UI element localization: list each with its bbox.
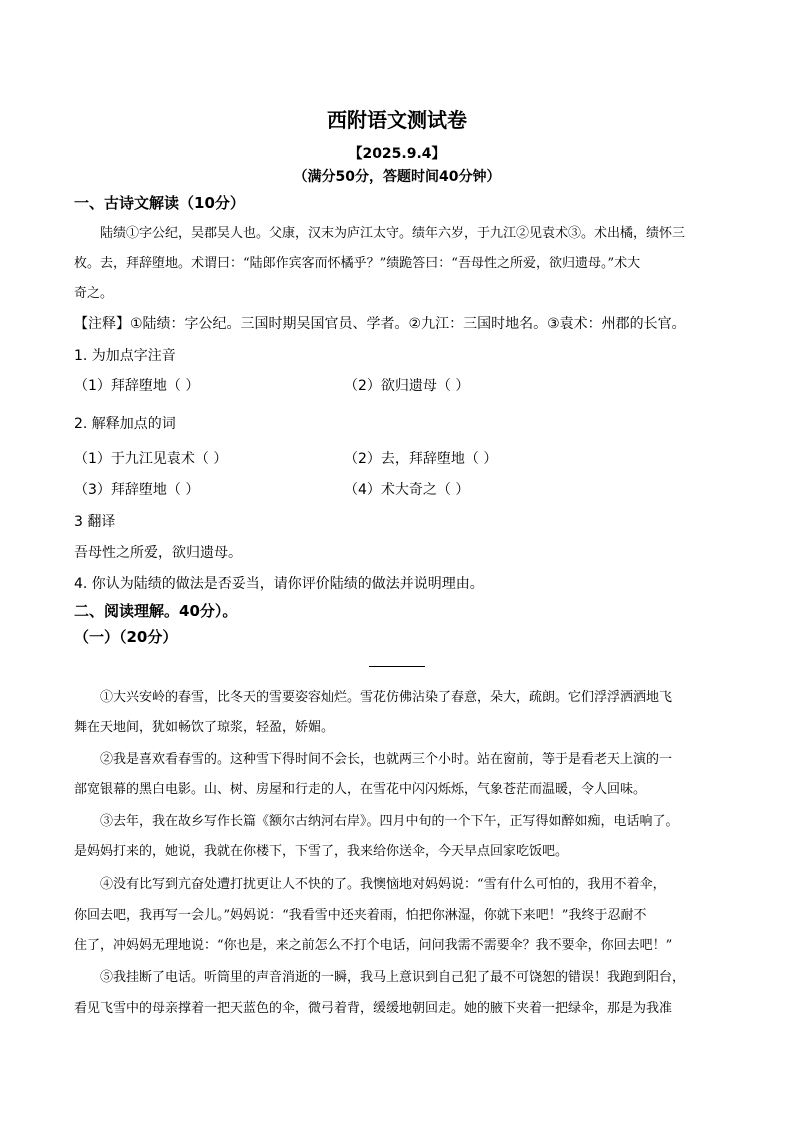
section2-subheading: （一）（20分） (74, 628, 178, 646)
reading-paragraph-line: 看见飞雪中的母亲撑着一把天蓝色的伞，微弓着背，缓缓地朝回走。她的腋下夹着一把绿伞，那是为我准 (74, 1001, 673, 1016)
question-1-stem: 1. 为加点字注音 (74, 348, 176, 364)
page-title: 西附语文测试卷 (327, 108, 467, 132)
reading-paragraph-line: ①大兴安岭的春雪，比冬天的雪要姿容灿烂。雪花仿佛沾染了春意，朵大，疏朗。它们浮浮洒洒地飞 (100, 690, 673, 705)
question-2-item: （3）拜辞堕地（ ） (74, 482, 200, 498)
question-2-item: （4）术大奇之（ ） (344, 482, 470, 498)
reading-paragraph-line: ⑤我挂断了电话。听筒里的声音消逝的一瞬，我马上意识到自己犯了最不可饶恕的错误！我跑到阳台， (100, 970, 686, 985)
question-1-item: （1）拜辞堕地（ ） (74, 378, 200, 394)
classical-passage-line: 陆绩①字公纪，吴郡吴人也。父康，汉末为庐江太守。绩年六岁，于九江②见袁术③。术出橘，绩怀三 (100, 226, 686, 241)
exam-meta: （满分50分，答题时间40分钟） (293, 169, 501, 185)
question-2-stem: 2. 解释加点的词 (74, 416, 176, 432)
exam-date: 【2025.9.4】 (348, 146, 446, 162)
question-4-stem: 4. 你认为陆绩的做法是否妥当，请你评价陆绩的做法并说明理由。 (74, 576, 484, 592)
reading-paragraph-line: 住了，冲妈妈无理地说：“你也是，来之前怎么不打个电话，问问我需不需要伞？我不要伞，你回去吧！” (74, 938, 673, 953)
reading-paragraph-line: 你回去吧，我再写一会儿。”妈妈说：“我看雪中还夹着雨，怕把你淋湿，你就下来吧！”我终于忍耐不 (74, 908, 647, 923)
classical-passage-line: 奇之。 (74, 286, 114, 301)
question-3-text: 吾母性之所爱，欲归遗母。 (74, 545, 242, 561)
question-2-item: （1）于九江见袁术（ ） (74, 451, 228, 467)
reading-paragraph-line: 是妈妈打来的，她说，我就在你楼下，下雪了，我来给你送伞，今天早点回家吃饭吧。 (74, 844, 569, 859)
reading-paragraph-line: 舞在天地间，犹如畅饮了琼浆，轻盈，娇媚。 (74, 720, 335, 735)
question-2-item: （2）去，拜辞堕地（ ） (344, 451, 498, 467)
reading-paragraph-line: ③去年，我在故乡写作长篇《额尔古纳河右岸》。四月中旬的一个下午，正写得如醉如痴，电话响了。 (100, 814, 679, 829)
classical-passage-line: 枚。去，拜辞堕地。术谓曰：“陆郎作宾客而怀橘乎？”绩跪答曰：“吾母性之所爱，欲归遗母。”术大 (74, 256, 641, 271)
title-blank-line (369, 666, 425, 667)
reading-paragraph-line: 部宽银幕的黑白电影。山、树、房屋和行走的人，在雪花中闪闪烁烁，气象苍茫而温暖，令人回味。 (74, 782, 647, 797)
reading-paragraph-line: ④没有比写到亢奋处遭打扰更让人不快的了。我懊恼地对妈妈说：“雪有什么可怕的，我用不着伞， (100, 877, 666, 892)
question-3-stem: 3 翻译 (74, 514, 116, 530)
section2-heading: 二、阅读理解。40分）。 (74, 602, 238, 620)
reading-paragraph-line: ②我是喜欢看春雪的。这种雪下得时间不会长，也就两三个小时。站在窗前，等于是看老天上演的一 (100, 752, 673, 767)
annotation-note: 【注释】①陆绩：字公纪。三国时期吴国官员、学者。②九江：三国时地名。③袁术：州郡的长官。 (74, 316, 686, 332)
section1-heading: 一、古诗文解读（10分） (74, 194, 245, 212)
question-1-item: （2）欲归遗母（ ） (344, 378, 470, 394)
